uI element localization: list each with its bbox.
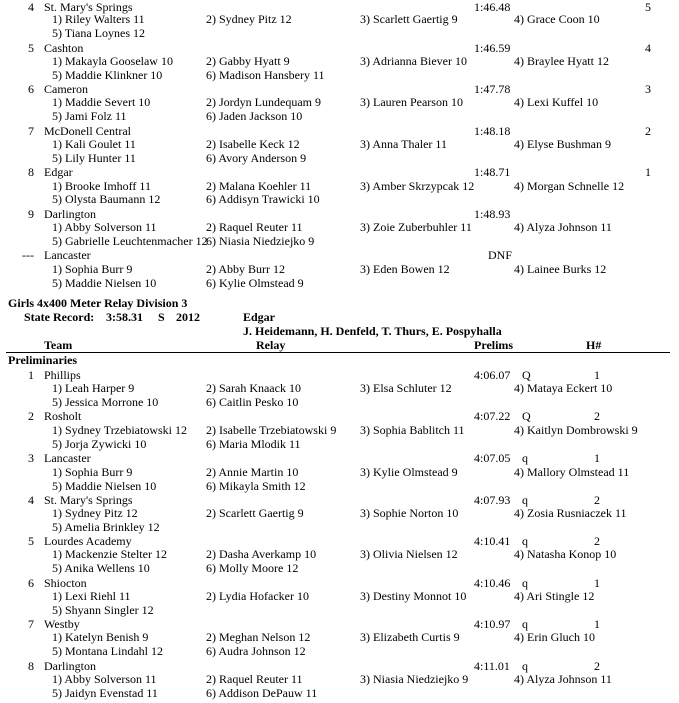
runner: 3) Destiny Monnot 10: [360, 589, 467, 603]
place: 2: [28, 409, 34, 423]
runner: 6) Mikayla Smith 12: [206, 479, 306, 493]
prelim-time: 4:10.46: [474, 576, 511, 590]
runner: 5) Lily Hunter 11: [52, 151, 136, 165]
runner: 6) Caitlin Pesko 10: [206, 395, 299, 409]
runner: 3) Amber Skrzypcak 12: [360, 179, 475, 193]
place: 6: [28, 576, 34, 590]
runner: 5) Maddie Nielsen 10: [52, 479, 157, 493]
points: 1: [645, 165, 651, 179]
runner: 3) Elizabeth Curtis 9: [360, 630, 460, 644]
runner: 1) Makayla Gooselaw 10: [52, 54, 173, 68]
runner: 4) Mataya Eckert 10: [514, 381, 613, 395]
qualifier: q: [522, 534, 528, 548]
team-name: St. Mary's Springs: [44, 493, 133, 507]
qualifier: q: [522, 617, 528, 631]
finals-time: DNF: [488, 248, 513, 262]
runner: 5) Amelia Brinkley 12: [52, 520, 160, 534]
place: 1: [28, 368, 34, 382]
runner: 3) Zoie Zuberbuhler 11: [360, 220, 472, 234]
qualifier: Q: [522, 368, 531, 382]
runner: 4) Alyza Johnson 11: [514, 220, 612, 234]
finals-time: 1:48.71: [474, 165, 511, 179]
header-relay: Relay: [256, 338, 286, 352]
qualifier: q: [522, 576, 528, 590]
runner: 5) Tiana Loynes 12: [52, 26, 145, 40]
header-heat: H#: [586, 338, 602, 352]
runner: 2) Sydney Pitz 12: [206, 12, 292, 26]
runner: 3) Kylie Olmstead 9: [360, 465, 458, 479]
heat: 2: [594, 534, 600, 548]
runner: 1) Brooke Imhoff 11: [52, 179, 151, 193]
runner: 4) Mallory Olmstead 11: [514, 465, 630, 479]
runner: 2) Sarah Knaack 10: [206, 381, 301, 395]
runner: 5) Jorja Zywicki 10: [52, 437, 147, 451]
runner: 5) Gabrielle Leuchtenmacher 12: [52, 234, 208, 248]
record-flag: S: [158, 310, 165, 324]
qualifier: q: [522, 451, 528, 465]
runner: 6) Maria Mlodik 11: [206, 437, 301, 451]
runner: 2) Isabelle Keck 12: [206, 137, 300, 151]
team-name: Cameron: [44, 82, 88, 96]
runner: 2) Raquel Reuter 11: [206, 220, 303, 234]
finals-time: 1:47.78: [474, 82, 511, 96]
runner: 4) Braylee Hyatt 12: [514, 54, 609, 68]
team-name: Darlington: [44, 207, 96, 221]
place: 4: [28, 493, 34, 507]
runner: 1) Mackenzie Stelter 12: [52, 547, 167, 561]
runner: 2) Lydia Hofacker 10: [206, 589, 309, 603]
place: ---: [22, 248, 34, 262]
runner: 1) Katelyn Benish 9: [52, 630, 149, 644]
heat: 1: [594, 451, 600, 465]
runner: 5) Maddie Nielsen 10: [52, 276, 157, 290]
runner: 4) Alyza Johnson 11: [514, 672, 612, 686]
event-title: Girls 4x400 Meter Relay Division 3: [8, 296, 188, 310]
record-time: 3:58.31: [106, 310, 143, 324]
runner: 4) Erin Gluch 10: [514, 630, 595, 644]
runner: 2) Annie Martin 10: [206, 465, 299, 479]
runner: 1) Sydney Pitz 12: [52, 506, 138, 520]
runner: 1) Abby Solverson 11: [52, 672, 157, 686]
runner: 3) Adrianna Biever 10: [360, 54, 467, 68]
runner: 2) Abby Burr 12: [206, 262, 285, 276]
qualifier: q: [522, 493, 528, 507]
finals-time: 1:46.59: [474, 41, 511, 55]
runner: 5) Maddie Klinkner 10: [52, 68, 163, 82]
runner: 6) Addisyn Trawicki 10: [206, 192, 320, 206]
place: 8: [28, 659, 34, 673]
header-team: Team: [44, 338, 73, 352]
team-name: Darlington: [44, 659, 96, 673]
team-name: Lancaster: [44, 248, 91, 262]
team-name: Lancaster: [44, 451, 91, 465]
place: 5: [28, 41, 34, 55]
runner: 3) Eden Bowen 12: [360, 262, 450, 276]
prelim-time: 4:11.01: [474, 659, 510, 673]
record-year: 2012: [176, 310, 200, 324]
team-name: Rosholt: [44, 409, 82, 423]
runner: 3) Lauren Pearson 10: [360, 95, 463, 109]
runner: 4) Ari Stingle 12: [514, 589, 595, 603]
runner: 2) Scarlett Gaertig 9: [206, 506, 304, 520]
record-team: Edgar: [243, 310, 276, 324]
heat: 1: [594, 576, 600, 590]
prelim-time: 4:06.07: [474, 368, 511, 382]
runner: 3) Sophie Norton 10: [360, 506, 459, 520]
runner: 4) Zosia Rusniaczek 11: [514, 506, 627, 520]
team-name: Cashton: [44, 41, 84, 55]
record-runners: J. Heidemann, H. Denfeld, T. Thurs, E. Pospyhalla: [243, 324, 502, 338]
heat: 2: [594, 659, 600, 673]
prelim-time: 4:07.05: [474, 451, 511, 465]
runner: 5) Jami Folz 11: [52, 109, 127, 123]
heat: 2: [594, 493, 600, 507]
runner: 2) Gabby Hyatt 9: [206, 54, 290, 68]
team-name: Westby: [44, 617, 80, 631]
round-label: Preliminaries: [8, 353, 78, 367]
header-prelims: Prelims: [474, 338, 514, 352]
team-name: St. Mary's Springs: [44, 0, 133, 14]
team-name: Lourdes Academy: [44, 534, 132, 548]
runner: 2) Meghan Nelson 12: [206, 630, 311, 644]
points: 3: [645, 82, 651, 96]
runner: 5) Anika Wellens 10: [52, 561, 150, 575]
runner: 4) Lexi Kuffel 10: [514, 95, 599, 109]
runner: 3) Sophia Bablitch 11: [360, 423, 465, 437]
place: 4: [28, 0, 34, 14]
runner: 2) Malana Koehler 11: [206, 179, 312, 193]
runner: 4) Lainee Burks 12: [514, 262, 607, 276]
runner: 6) Niasia Niedziejko 9: [206, 234, 315, 248]
points: 4: [645, 41, 651, 55]
runner: 4) Elyse Bushman 9: [514, 137, 611, 151]
team-name: Edgar: [44, 165, 73, 179]
qualifier: Q: [522, 409, 531, 423]
runner: 1) Kali Goulet 11: [52, 137, 136, 151]
runner: 3) Elsa Schluter 12: [360, 381, 452, 395]
runner: 3) Anna Thaler 11: [360, 137, 447, 151]
runner: 3) Niasia Niedziejko 9: [360, 672, 469, 686]
runner: 1) Sophia Burr 9: [52, 262, 133, 276]
place: 9: [28, 207, 34, 221]
record-label: State Record:: [24, 310, 95, 324]
team-name: McDonell Central: [44, 124, 131, 138]
runner: 6) Addison DePauw 11: [206, 686, 318, 700]
runner: 3) Olivia Nielsen 12: [360, 547, 458, 561]
runner: 5) Jessica Morrone 10: [52, 395, 159, 409]
prelim-time: 4:07.93: [474, 493, 511, 507]
runner: 1) Leah Harper 9: [52, 381, 135, 395]
runner: 2) Jordyn Lundequam 9: [206, 95, 321, 109]
runner: 5) Montana Lindahl 12: [52, 644, 163, 658]
runner: 4) Natasha Konop 10: [514, 547, 617, 561]
team-name: Phillips: [44, 368, 81, 382]
runner: 2) Raquel Reuter 11: [206, 672, 303, 686]
runner: 6) Madison Hansbery 11: [206, 68, 325, 82]
finals-time: 1:46.48: [474, 0, 511, 14]
prelim-time: 4:10.41: [474, 534, 511, 548]
runner: 1) Abby Solverson 11: [52, 220, 157, 234]
qualifier: q: [522, 659, 528, 673]
heat: 1: [594, 368, 600, 382]
runner: 5) Shyann Singler 12: [52, 603, 154, 617]
runner: 4) Grace Coon 10: [514, 12, 600, 26]
heat: 2: [594, 409, 600, 423]
finals-time: 1:48.93: [474, 207, 511, 221]
runner: 6) Kylie Olmstead 9: [206, 276, 304, 290]
runner: 1) Riley Walters 11: [52, 12, 145, 26]
runner: 2) Dasha Averkamp 10: [206, 547, 317, 561]
place: 7: [28, 617, 34, 631]
runner: 4) Kaitlyn Dombrowski 9: [514, 423, 638, 437]
runner: 6) Molly Moore 12: [206, 561, 299, 575]
runner: 4) Morgan Schnelle 12: [514, 179, 625, 193]
team-name: Shiocton: [44, 576, 87, 590]
place: 5: [28, 534, 34, 548]
runner: 6) Avory Anderson 9: [206, 151, 307, 165]
runner: 5) Jaidyn Evenstad 11: [52, 686, 158, 700]
runner: 2) Isabelle Trzebiatowski 9: [206, 423, 337, 437]
runner: 6) Jaden Jackson 10: [206, 109, 303, 123]
place: 3: [28, 451, 34, 465]
runner: 5) Olysta Baumann 12: [52, 192, 161, 206]
runner: 1) Lexi Riehl 11: [52, 589, 131, 603]
heat: 1: [594, 617, 600, 631]
prelim-time: 4:10.97: [474, 617, 511, 631]
place: 6: [28, 82, 34, 96]
finals-time: 1:48.18: [474, 124, 511, 138]
runner: 6) Audra Johnson 12: [206, 644, 306, 658]
points: 2: [645, 124, 651, 138]
points: 5: [645, 0, 651, 14]
place: 8: [28, 165, 34, 179]
place: 7: [28, 124, 34, 138]
runner: 3) Scarlett Gaertig 9: [360, 12, 458, 26]
runner: 1) Sydney Trzebiatowski 12: [52, 423, 187, 437]
runner: 1) Maddie Severt 10: [52, 95, 151, 109]
runner: 1) Sophia Burr 9: [52, 465, 133, 479]
prelim-time: 4:07.22: [474, 409, 511, 423]
